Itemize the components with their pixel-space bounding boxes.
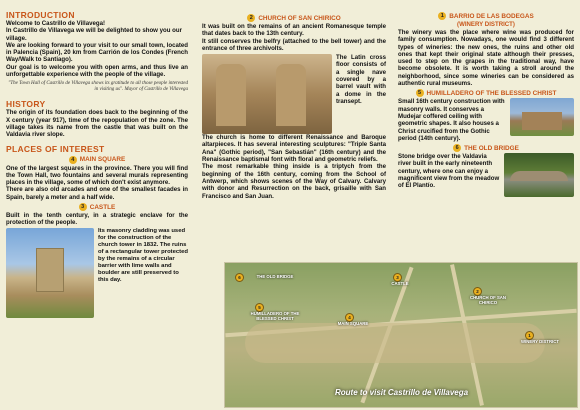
map-label-castle: CASTLE	[391, 281, 409, 286]
number-badge: 4	[69, 156, 77, 164]
church-text4: The church is home to different Renaissance and Baroque altarpieces. It has several interesting sculptures: "Triple Santa Ana" (Gothic period), "San Sebastián" (16th century) and the Renaissance baptismal font with floral and geometric reliefs.	[202, 134, 386, 164]
map-pin: 4	[345, 313, 354, 322]
intro-welcome: Welcome to Castrillo de Villavega!	[6, 20, 105, 27]
humilladero-text: Small 16th century construction with masonry walls. It conserves a Mudejar coffered ceiling with geometric shapes. It also houses a Christ crucified from the Gothic period (14th century).	[398, 98, 505, 142]
number-badge: 2	[247, 14, 255, 22]
map-pin: 3	[393, 273, 402, 282]
bodegas-label: BARRIO DE LAS BODEGAS	[449, 12, 534, 20]
mayor-quote: "The Town Hall of Castrillo de Villavega shows its gratitude to all those people interested in visiting us". Mayor of Castrillo de Villavega	[8, 81, 188, 93]
map-label-church: CHURCH OF SAN CHIRICO	[469, 295, 507, 305]
castle-title	[6, 203, 188, 211]
village-area	[245, 323, 545, 363]
left-column	[0, 0, 196, 410]
places-heading: PLACES OF INTEREST	[6, 143, 105, 154]
map-label-humilladero: HUMILLADERO OF THE BLESSED CHRIST	[250, 311, 300, 321]
castle-block	[6, 228, 188, 318]
column-shape	[276, 64, 306, 126]
bridge-text: Stone bridge over the Valdavia river built in the early nineteenth century, where one can enjoy a magnificent view from the meadow of El Plantío.	[398, 153, 500, 190]
church-text1: It was built on the remains of an ancient Romanesque temple that dates back to the 13th century.	[202, 23, 386, 38]
main-square-text1: One of the largest squares in the province. There you will find the Town Hall, two fountains and several murals representing places in the village, some of which don't exist anymore.	[6, 164, 188, 187]
intro-heading: INTRODUCTION	[6, 10, 75, 20]
number-badge: 5	[416, 89, 424, 97]
bridge-label: THE OLD BRIDGE	[464, 144, 519, 152]
map-label-main-square: MAIN SQUARE	[337, 321, 369, 326]
main-square-label: MAIN SQUARE	[79, 156, 126, 164]
church-photo-block	[202, 54, 386, 134]
bodegas-subtitle: (WINERY DISTRICT)	[457, 21, 515, 28]
humilladero-photo	[510, 98, 574, 136]
church-text2: It still conserves the belfry (attached to the bell tower) and the entrance of three archivolts.	[202, 37, 386, 52]
number-badge: 6	[453, 144, 461, 152]
bridge-title	[398, 144, 574, 152]
humilladero-label: HUMILLADERO OF THE BLESSED CHRIST	[426, 89, 557, 97]
main-square-title	[6, 156, 188, 164]
castle-photo	[6, 228, 94, 318]
history-heading: HISTORY	[6, 99, 46, 110]
church-text5: The most remarkable thing inside is a triptych from the beginning of the 16th century, coming from the School of Antwerp, which shows scenes of the Way of Calvary. Calvary with donor and Resurrection on the back, grisaille with San Francisco and San Juan.	[202, 163, 386, 200]
map-pin: 1	[525, 331, 534, 340]
map-pin: 6	[235, 273, 244, 282]
intro-p3: We are looking forward to your visit to our small town, located in Palencia (Spain), 20 km from Carrión de los Condes (French Way/Walk to Santiago).	[6, 41, 188, 64]
map-pin: 2	[473, 287, 482, 296]
intro-p2: In Castrillo de Villavega we will be delighted to show you our village.	[6, 27, 182, 42]
bridge-block	[398, 153, 574, 197]
castle-text2: Its masonry cladding was used for the construction of the church tower in 1832. The ruins of a rectangular tower protected by the remains of a circular barrier with lime walls and boulder are still preserved to this day.	[98, 227, 189, 283]
humilladero-title	[398, 89, 574, 97]
map-pin: 5	[255, 303, 264, 312]
bridge-photo	[504, 153, 574, 197]
humilladero-block	[398, 98, 574, 142]
chapel-shape	[522, 112, 562, 130]
map-label-old-bridge: THE OLD BRIDGE	[256, 274, 294, 279]
route-map	[224, 262, 578, 408]
column-shape	[216, 64, 246, 126]
map-label-winery: WINERY DISTRICT	[521, 339, 559, 344]
number-badge: 1	[438, 12, 446, 20]
church-capitals-photo	[202, 54, 332, 134]
church-title	[202, 14, 386, 22]
intro-p4: Our goal is to welcome you with open arms, and thus live an unforgettable experience with the people of the village.	[6, 63, 188, 79]
castle-text1: Built in the tenth century, in a strategic enclave for the protection of the people.	[6, 212, 188, 227]
number-badge: 3	[79, 203, 87, 211]
castle-ruin-shape	[36, 248, 64, 292]
map-caption: Route to visit Castrillo de Villavega	[335, 388, 469, 397]
bodegas-title	[398, 12, 574, 20]
bodegas-text: The winery was the place where wine was produced for family consumption. Nowadays, one would find 3 different types of wineries: the new ones, the ruins and other old ones that kept their original state although their presses, used to step on the grapes in the traditional way, have become obsolete. It is worth taking a stroll around the neighborhood, since some wineries can be considered as authentic rural museums.	[398, 29, 574, 88]
castle-label: CASTLE	[89, 203, 116, 211]
bridge-shape	[510, 171, 568, 181]
church-label: CHURCH OF SAN CHIRICO	[258, 14, 341, 22]
church-text3: The Latin cross floor consists of a single nave covered by a barrel vault with a dome in the transept.	[336, 54, 386, 105]
main-square-text2: There are also old arcades and one of the smallest facades in Spain, barely a meter and a half wide.	[6, 186, 188, 201]
history-text: The origin of its foundation does back to the beginning of the X century (year 917), time of the repopulation of the zone. The village takes its name from the castle that was built on the Valdavia river slope.	[6, 109, 188, 139]
